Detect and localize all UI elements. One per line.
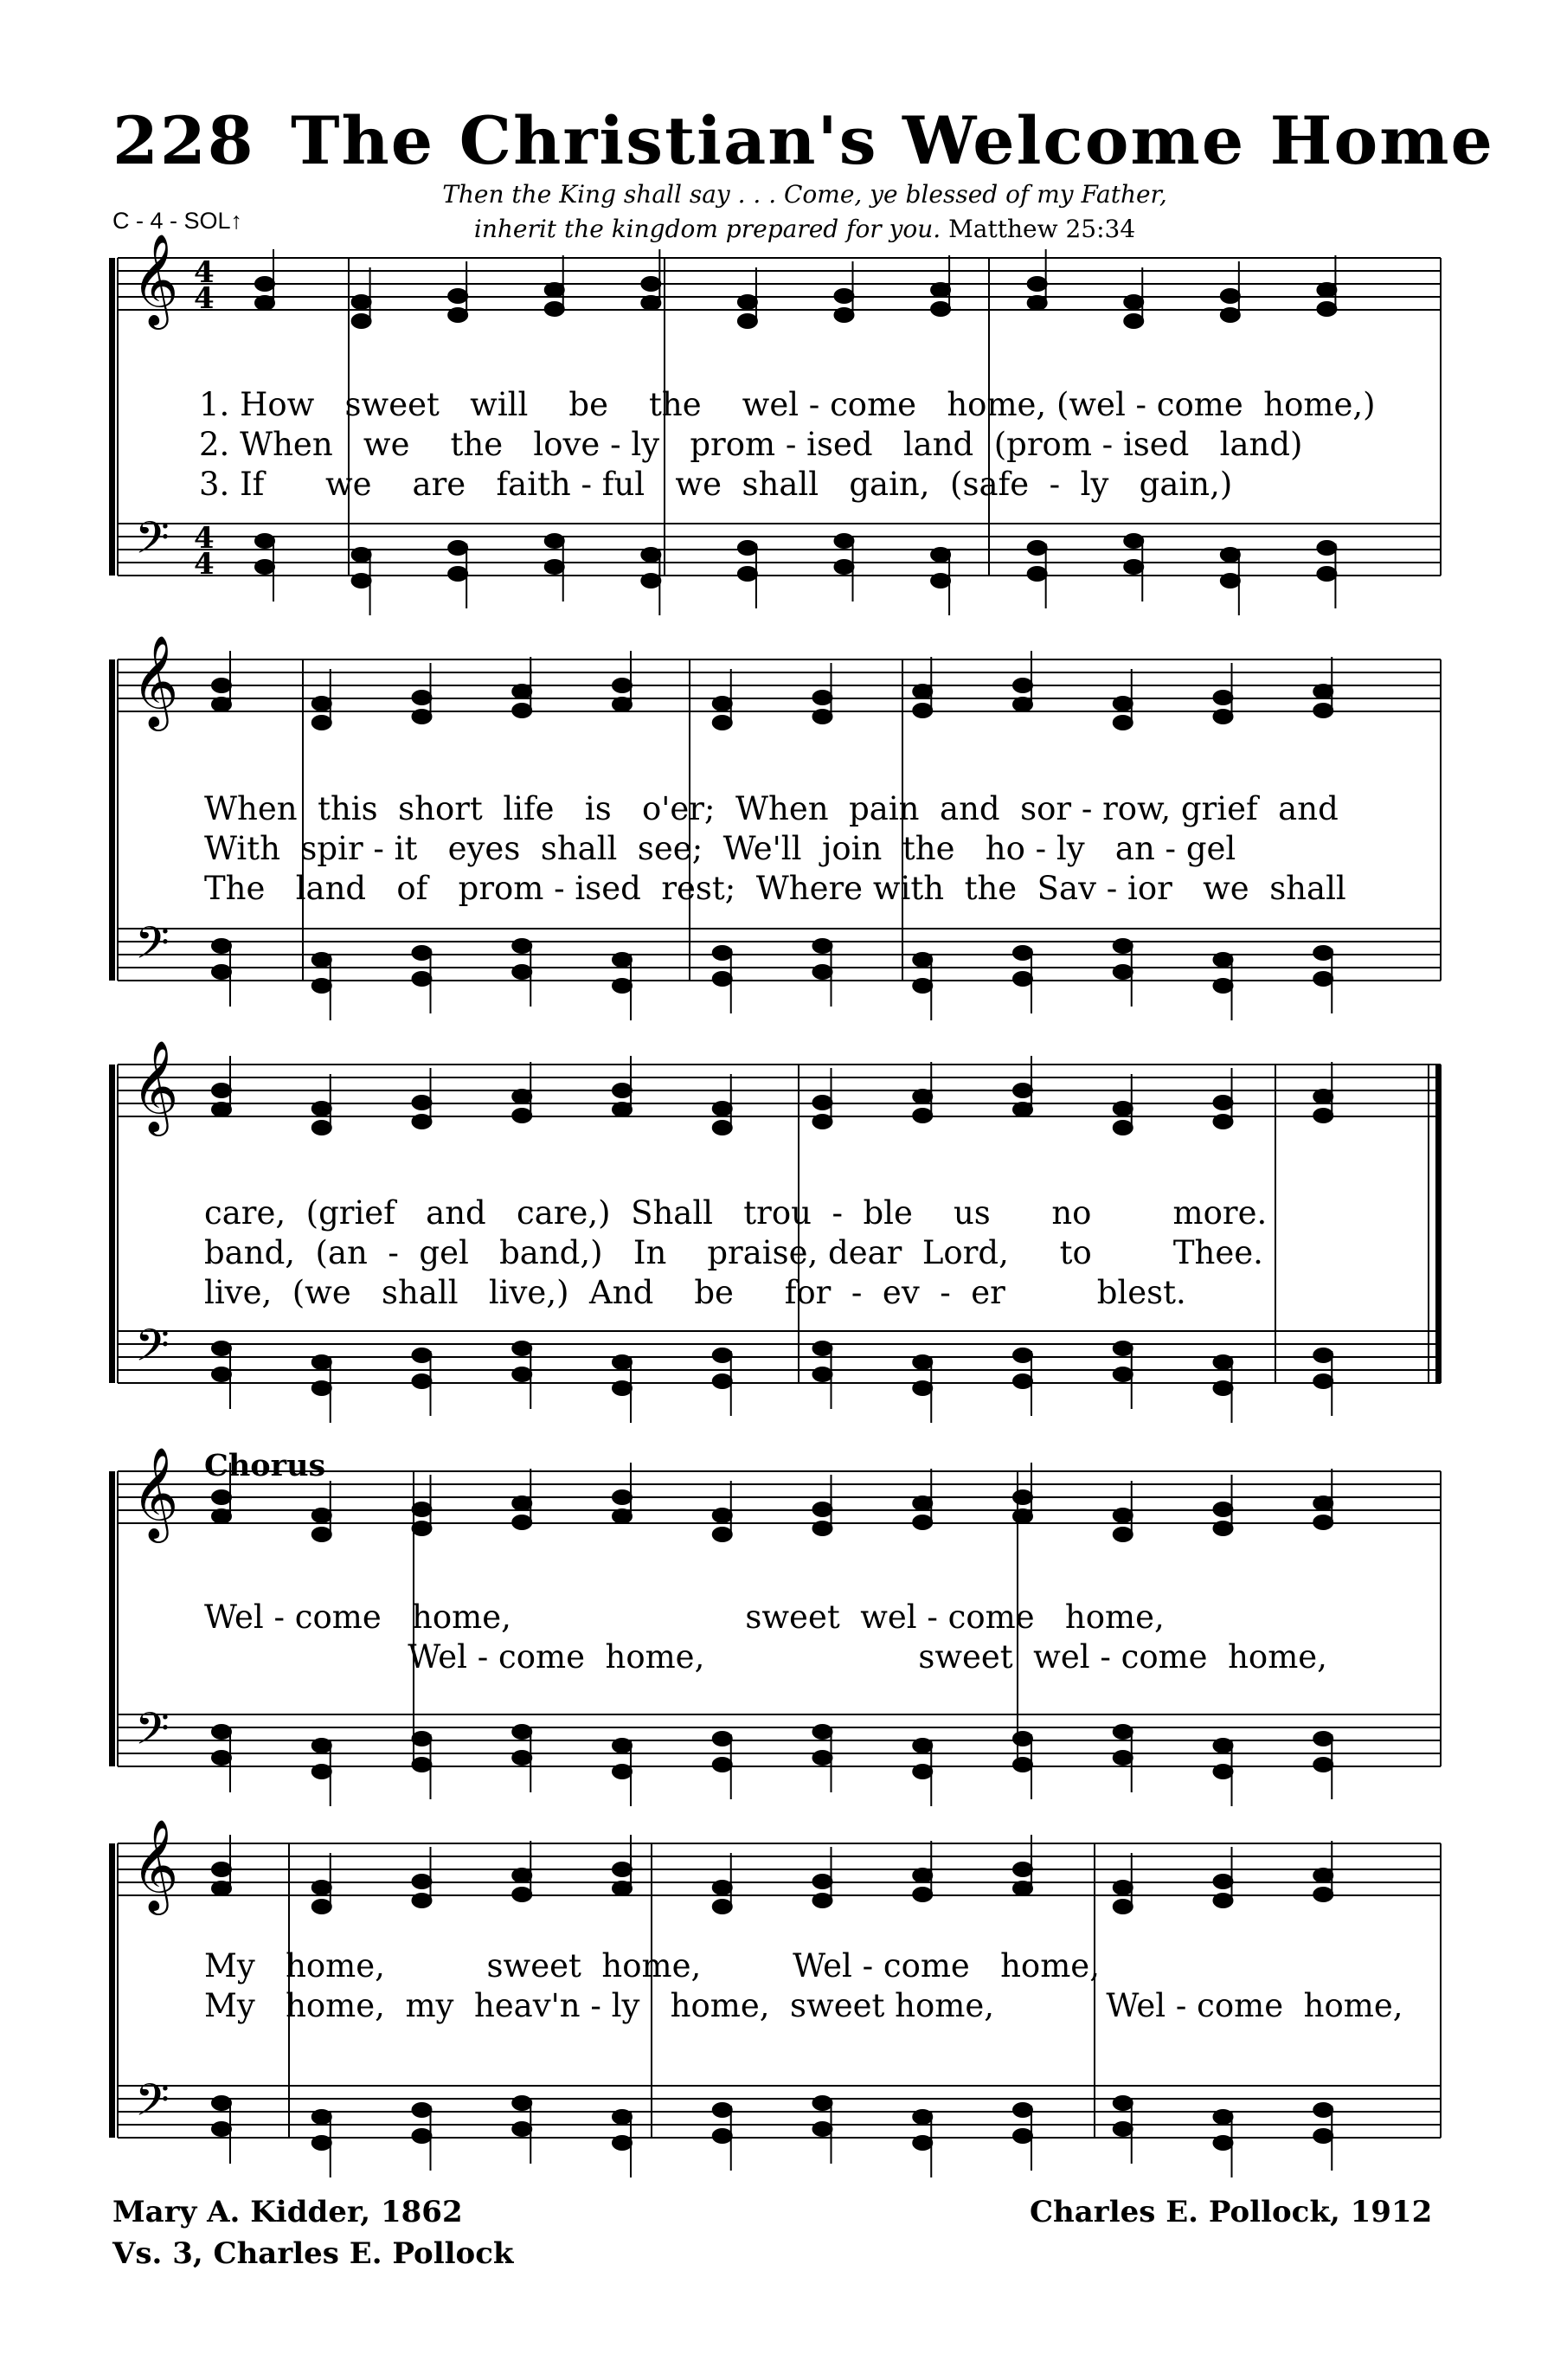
lyric-line: 3. If we are faith - ful we shall gain, (safe - ly gain,) [199,466,1233,503]
note-chord [212,651,231,1007]
epigraph-reference: Matthew 25:34 [948,215,1136,243]
treble-clef-icon: 𝄞 [132,1039,179,1132]
system-bracket [109,258,115,576]
system-2 [109,634,1441,1020]
bass-staff [118,524,1441,576]
bass-clef-icon: 𝄢 [135,2074,170,2137]
lyric-line: My home, sweet home, Wel - come home, [204,1947,1100,1984]
bass-clef-icon: 𝄢 [135,1702,170,1766]
time-signature-top: 4 [194,521,215,556]
lyric-line: Wel - come home, sweet wel - come home, [204,1638,1327,1676]
system-bracket [109,1471,115,1766]
lyric-line: The land of prom - ised rest; Where with the Sav - ior we shall [204,870,1346,907]
treble-clef-icon: 𝄞 [132,1818,179,1911]
note-chord [1317,255,1336,608]
music-credit: Charles E. Pollock, 1912 [1030,2195,1433,2229]
tune-key: C - 4 - SOL↑ [112,208,243,234]
lyric-line: band, (an - gel band,) In praise, dear Lord, to Thee. [204,1234,1263,1271]
hymn-number: 228 [112,102,255,179]
chorus-label: Chorus [204,1448,326,1483]
epigraph-line-1: Then the King shall say . . . Come, ye blessed of my Father, [442,180,1167,209]
note-chord [913,1469,932,1806]
treble-clef-icon: 𝄞 [132,634,179,727]
note-chord [1313,657,1332,1013]
bass-clef-icon: 𝄢 [135,1319,170,1382]
lyric-line: Wel - come home, sweet wel - come home, [204,1598,1165,1636]
lyric-line: When this short life is o'er; When pain and sor - row, grief and [204,790,1339,827]
lyric-line: 2. When we the love - ly prom - ised land (prom - ised land) [199,426,1303,463]
lyric-line: With spir - it eyes shall see; We'll join the ho - ly an - gel [204,830,1236,867]
words-credit-line-2: Vs. 3, Charles E. Pollock [112,2236,514,2271]
lyric-line: care, (grief and care,) Shall trou - ble us no more. [204,1194,1268,1232]
system-bracket [109,1843,115,2138]
epigraph-italic: inherit the kingdom prepared for you. [473,215,941,243]
system-1 [109,233,1441,615]
note-chord [1313,1469,1332,1799]
lyric-line: 1. How sweet will be the wel - come home, (wel - come home,) [199,386,1376,423]
time-signature-bottom: 4 [194,281,215,316]
treble-clef-icon: 𝄞 [132,1446,179,1539]
system-bracket [109,1065,115,1383]
lyric-line: My home, my heav'n - ly home, sweet home, Wel - come home, [204,1987,1403,2024]
note-chord [1114,1481,1133,1792]
final-barline-thick [1435,1065,1442,1383]
lyric-line: live, (we shall live,) And be for - ev - er blest. [204,1274,1186,1311]
words-credit-line-1: Mary A. Kidder, 1862 [112,2195,463,2229]
note-chord [413,1475,432,1799]
bass-clef-icon: 𝄢 [135,511,170,575]
time-signature-bottom: 4 [194,547,215,582]
note-chord [1313,1062,1332,1416]
treble-staff [118,258,1441,310]
system-bracket [109,659,115,981]
hymn-title: The Christian's Welcome Home [291,102,1494,179]
bass-clef-icon: 𝄢 [135,917,170,980]
note-chord [212,1056,231,1409]
treble-clef-icon: 𝄞 [132,233,179,325]
time-signature-top: 4 [194,255,215,290]
